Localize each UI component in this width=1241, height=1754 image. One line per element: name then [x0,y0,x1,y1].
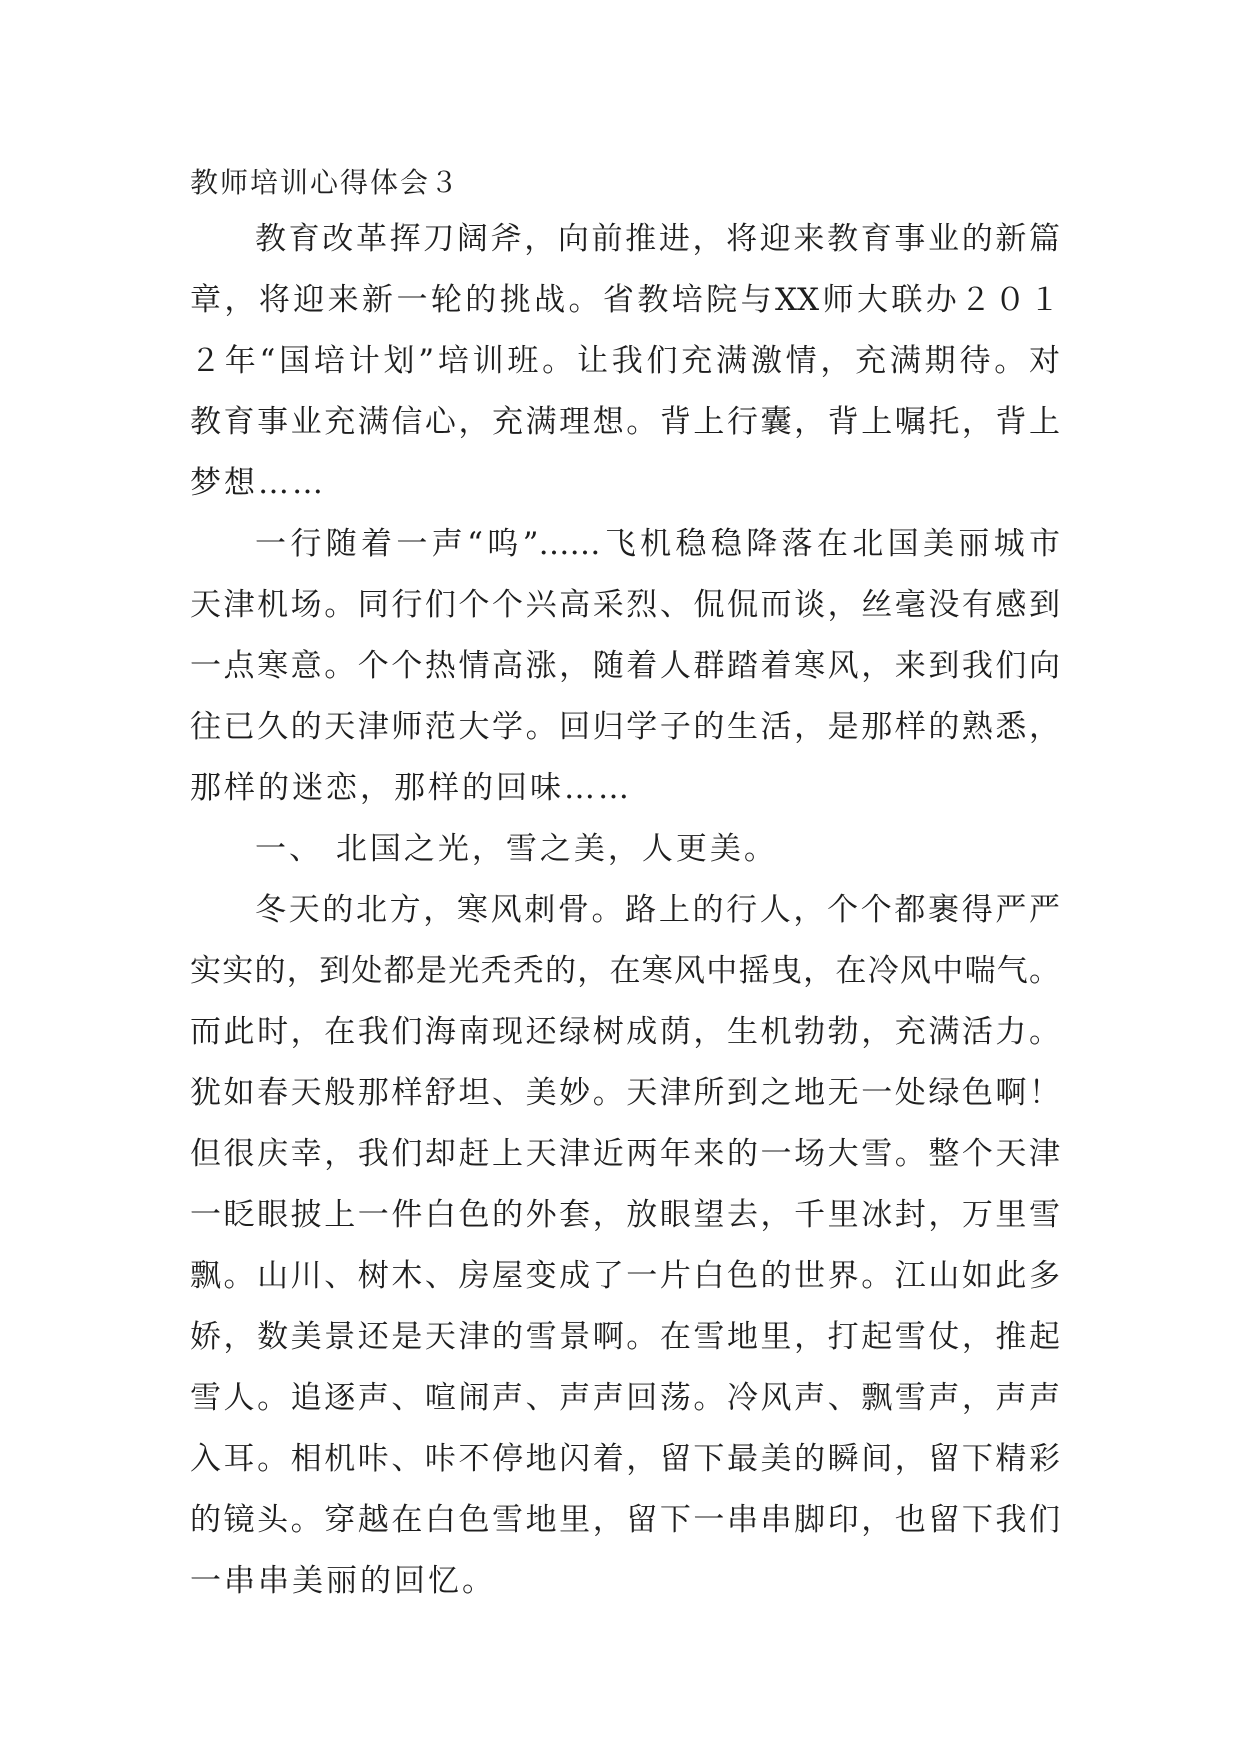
paragraph-line: 入耳。相机咔、咔不停地闪着，留下最美的瞬间，留下精彩 [190,1441,1060,1477]
paragraph-line: 犹如春天般那样舒坦、美妙。天津所到之地无一处绿色啊！ [190,1075,1060,1111]
document-body [190,157,1060,1612]
paragraph-line: 冬天的北方，寒风刺骨。路上的行人，个个都裹得严严 [255,892,1060,928]
paragraph-line: 实实的，到处都是光秃秃的，在寒风中摇曳，在冷风中喘气。 [190,953,1060,989]
paragraph-line: 而此时，在我们海南现还绿树成荫，生机勃勃，充满活力。 [190,1014,1060,1050]
paragraph-line: 梦想…… [190,465,326,501]
paragraph-line: 飘。山川、树木、房屋变成了一片白色的世界。江山如此多 [190,1258,1060,1294]
section-heading-line: 一、 北国之光，雪之美，人更美。 [255,831,778,867]
paragraph-line: 往已久的天津师范大学。回归学子的生活，是那样的熟悉， [190,709,1060,745]
paragraph-line: 天津机场。同行们个个兴高采烈、侃侃而谈，丝毫没有感到 [190,587,1060,623]
document-title: 教师培训心得体会３ [190,166,461,199]
paragraph-line: 那样的迷恋，那样的回味…… [190,770,632,806]
section-heading-1 [190,819,1060,880]
paragraph-line: 章，将迎来新一轮的挑战。省教培院与XX师大联办２０１ [190,282,1060,318]
paragraph-line: 一行随着一声“呜”……飞机稳稳降落在北国美丽城市 [255,526,1060,562]
paragraph-1 [190,209,1060,514]
paragraph-line: ２年“国培计划”培训班。让我们充满激情，充满期待。对 [190,343,1060,379]
paragraph-3 [190,880,1060,1612]
paragraph-line: 一串串美丽的回忆。 [190,1563,496,1599]
paragraph-2 [190,514,1060,819]
paragraph-line: 但很庆幸，我们却赶上天津近两年来的一场大雪。整个天津 [190,1136,1060,1172]
paragraph-line: 一眨眼披上一件白色的外套，放眼望去，千里冰封，万里雪 [190,1197,1060,1233]
paragraph-line: 教育改革挥刀阔斧，向前推进，将迎来教育事业的新篇 [255,221,1060,257]
paragraph-line: 一点寒意。个个热情高涨，随着人群踏着寒风，来到我们向 [190,648,1060,684]
paragraph-line: 娇，数美景还是天津的雪景啊。在雪地里，打起雪仗，推起 [190,1319,1060,1355]
paragraph-line: 教育事业充满信心，充满理想。背上行囊，背上嘱托，背上 [190,404,1060,440]
paragraph-line: 的镜头。穿越在白色雪地里，留下一串串脚印，也留下我们 [190,1502,1060,1538]
paragraph-line: 雪人。追逐声、喧闹声、声声回荡。冷风声、飘雪声，声声 [190,1380,1060,1416]
